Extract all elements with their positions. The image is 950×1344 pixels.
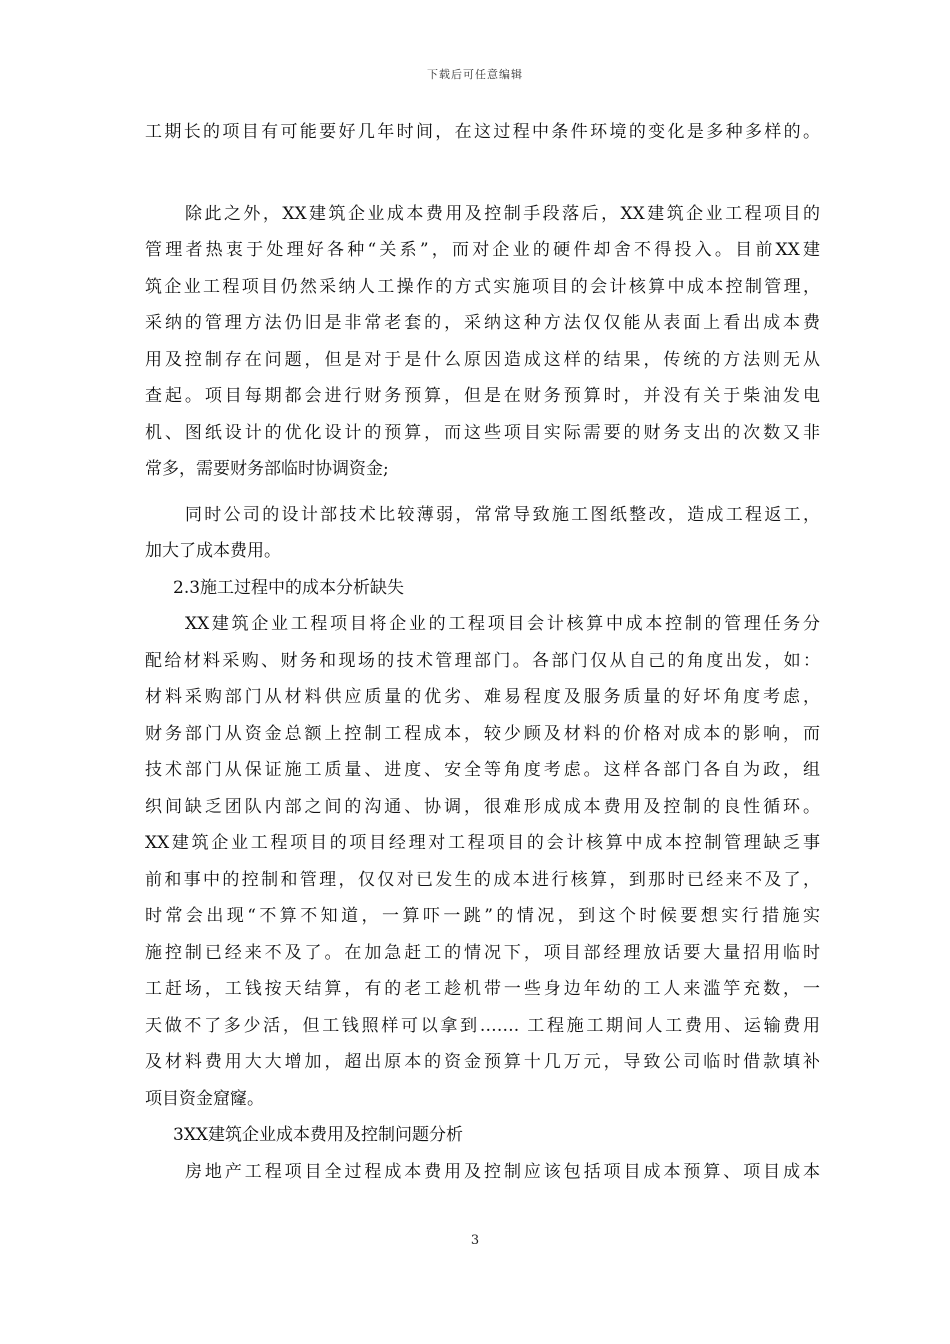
text-line: 织间缺乏团队内部之间的沟通、协调，很难形成成本费用及控制的良性循环。 <box>145 797 820 817</box>
page-header: 下载后可任意编辑 <box>427 68 523 81</box>
text-line: 技术部门从保证施工质量、进度、安全等角度考虑。这样各部门各自为政，组 <box>145 760 820 780</box>
text-line: 工期长的项目有可能要好几年时间，在这过程中条件环境的变化是多种多样的。 <box>145 122 820 142</box>
text-line: 机、图纸设计的优化设计的预算，而这些项目实际需要的财务支出的次数又非 <box>145 423 820 443</box>
text-line: 工赶场，工钱按天结算，有的老工趁机带一些身边年幼的工人来滥竽充数，一 <box>145 979 820 999</box>
page-number: 3 <box>470 1233 480 1248</box>
text-line: 前和事中的控制和管理，仅仅对已发生的成本进行核算，到那时已经来不及了， <box>145 870 820 890</box>
text-line: 及材料费用大大增加，超出原本的资金预算十几万元，导致公司临时借款填补 <box>145 1052 820 1072</box>
text-line: 时常会出现“不算不知道，一算吓一跳”的情况，到这个时候要想实行措施实 <box>145 906 820 926</box>
section-heading: 2.3施工过程中的成本分析缺失 <box>173 578 405 598</box>
text-line: 房地产工程项目全过程成本费用及控制应该包括项目成本预算、项目成本 <box>185 1162 820 1182</box>
text-line: 配给材料采购、财务和现场的技术管理部门。各部门仅从自己的角度出发，如： <box>145 651 820 671</box>
text-line: 除此之外，XX建筑企业成本费用及控制手段落后，XX建筑企业工程项目的 <box>185 204 820 224</box>
text-line: 财务部门从资金总额上控制工程成本，较少顾及材料的价格对成本的影响，而 <box>145 724 820 744</box>
text-line: 项目资金窟窿。 <box>145 1089 264 1109</box>
text-line: 施控制已经来不及了。在加急赶工的情况下，项目部经理放话要大量招用临时 <box>145 943 820 963</box>
text-line: 加大了成本费用。 <box>145 541 281 561</box>
text-line: 天做不了多少活，但工钱照样可以拿到……. 工程施工期间人工费用、运输费用 <box>145 1016 820 1036</box>
text-line: 查起。项目每期都会进行财务预算，但是在财务预算时，并没有关于柴油发电 <box>145 386 820 406</box>
text-line: 管理者热衷于处理好各种“关系”，而对企业的硬件却舍不得投入。目前XX建 <box>145 240 820 260</box>
text-line: 用及控制存在问题，但是对于是什么原因造成这样的结果，传统的方法则无从 <box>145 350 820 370</box>
text-line: 常多，需要财务部临时协调资金; <box>145 459 389 479</box>
text-line: XX建筑企业工程项目的项目经理对工程项目的会计核算中成本控制管理缺乏事 <box>145 833 820 853</box>
section-heading: 3XX建筑企业成本费用及控制问题分析 <box>173 1125 464 1145</box>
text-line: 采纳的管理方法仍旧是非常老套的，采纳这种方法仅仅能从表面上看出成本费 <box>145 313 820 333</box>
text-line: XX建筑企业工程项目将企业的工程项目会计核算中成本控制的管理任务分 <box>185 614 820 634</box>
text-line: 材料采购部门从材料供应质量的优劣、难易程度及服务质量的好坏角度考虑， <box>145 687 820 707</box>
text-line: 同时公司的设计部技术比较薄弱，常常导致施工图纸整改，造成工程返工， <box>185 505 820 525</box>
text-line: 筑企业工程项目仍然采纳人工操作的方式实施项目的会计核算中成本控制管理， <box>145 277 820 297</box>
